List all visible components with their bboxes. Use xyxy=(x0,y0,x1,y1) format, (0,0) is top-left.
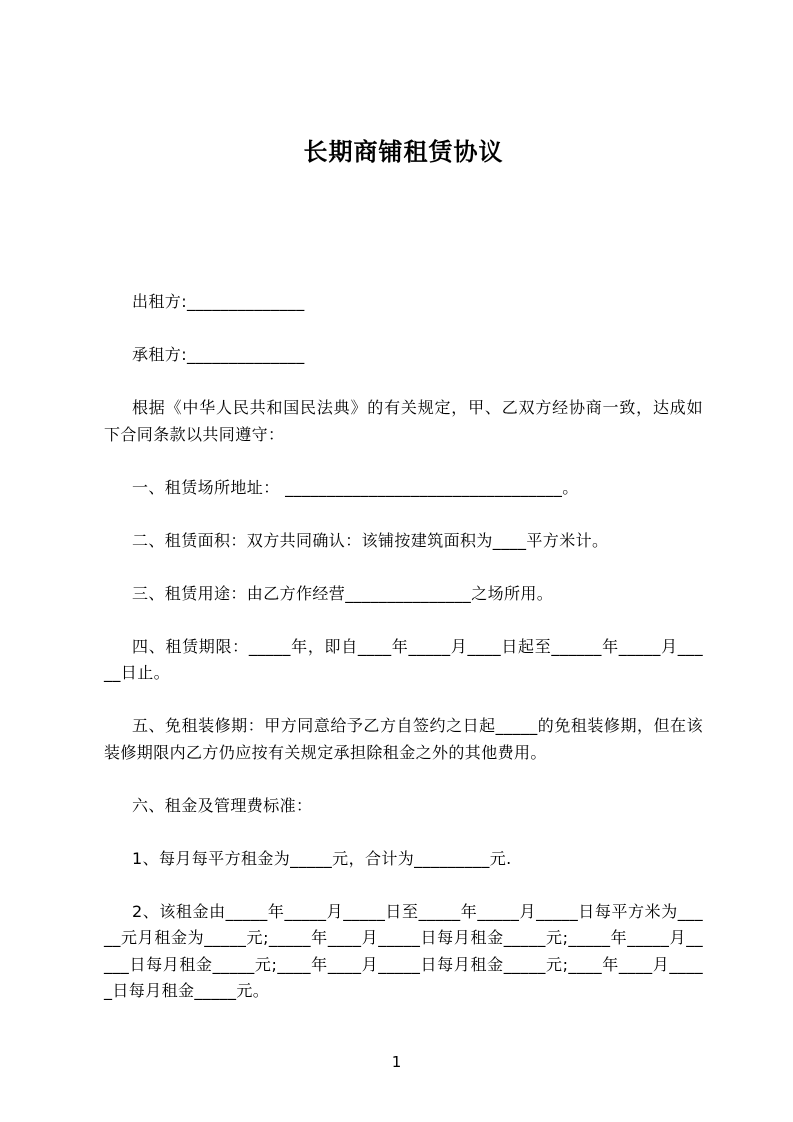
clause-5-rent-free-renovation-period: 五、免租装修期：甲方同意给予乙方自签约之日起_____的免租装修期，但在该装修期限内乙方仍应按有关规定承担除租金之外的其他费用。 xyxy=(104,716,703,762)
clause-2-leased-area: 二、租赁面积：双方共同确认：该铺按建筑面积为____平方米计。 xyxy=(132,530,609,550)
clause-3-lease-usage: 三、租赁用途：由乙方作经营_______________之场所用。 xyxy=(132,583,554,603)
clause-6-rent-and-management-fee-header: 六、租金及管理费标准： xyxy=(132,795,313,815)
rent-term-1-monthly-rate: 1、每月每平方租金为_____元，合计为_________元. xyxy=(132,848,512,868)
document-title: 长期商铺租赁协议 xyxy=(303,138,504,166)
rent-term-2-rent-schedule: 2、该租金由_____年_____月_____日至_____年_____月_____日每平方米为_____元月租金为_____元;_____年____月_____日每月租金_____元;_____年_____月_____日每月租金_____元;____年____月_____日每月租金_____元;____年____月_____日每月租金_____元。 xyxy=(104,901,703,1000)
clause-1-premises-address: 一、租赁场所地址： _________________________________。 xyxy=(132,477,579,497)
lessee-line: 承租方:______________ xyxy=(132,345,305,364)
page-number: 1 xyxy=(391,1053,402,1071)
clause-4-lease-term: 四、租赁期限：_____年，即自____年_____月____日起至______年_____月_____日止。 xyxy=(104,636,703,682)
lessor-line: 出租方:______________ xyxy=(132,292,305,311)
intro-paragraph: 根据《中华人民共和国民法典》的有关规定，甲、乙双方经协商一致，达成如下合同条款以共同遵守： xyxy=(104,398,703,444)
